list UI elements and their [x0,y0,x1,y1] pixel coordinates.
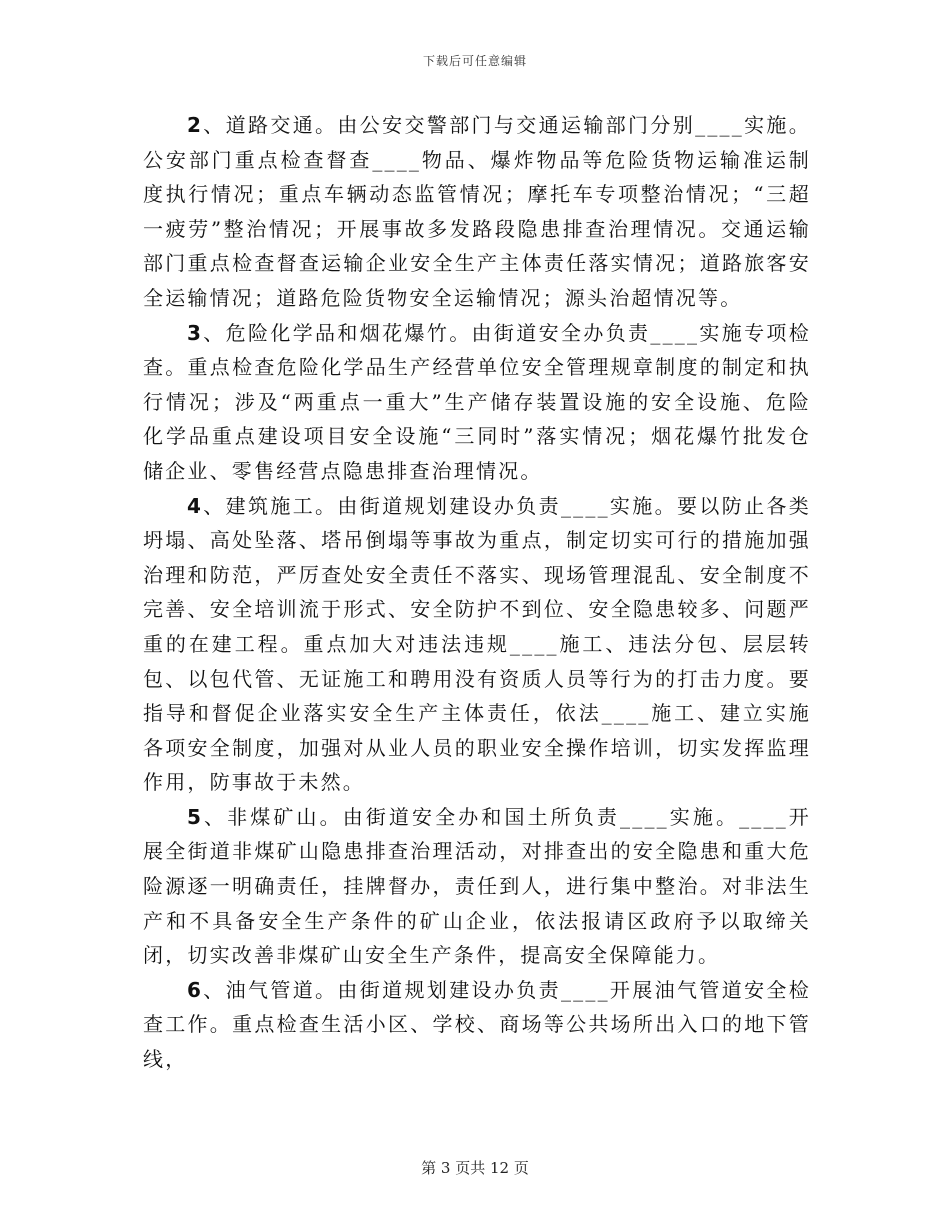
paragraph-number: 3 [187,320,204,345]
page-header: 下载后可任意编辑 [422,54,527,68]
paragraph-number: 4 [187,493,204,518]
paragraph-number: 2 [187,113,204,137]
paragraph-non-coal-mines [143,800,811,973]
paragraph-oil-gas-pipelines [143,973,811,1077]
paragraph-text: 、建筑施工。由街道规划建设办负责____实施。要以防止各类坍塌、高处坠落、塔吊倒塌等事故为重点，制定切实可行的措施加强治理和防范，严厉查处安全责任不落实、现场管理混乱、安全制度不完善、安全培训流于形式、安全防护不到位、安全隐患较多、问题严重的在建工程。重点加大对违法违规____施工、违法分包、层层转包、以包代管、无证施工和聘用没有资质人员等行为的打击力度。要指导和督促企业落实安全生产主体责任，依法____施工、建立实施各项安全制度，加强对从业人员的职业安全操作培训，切实发挥监理作用，防事故于未然。 [143,493,811,795]
paragraph-road-traffic [143,108,811,316]
paragraph-number: 5 [187,804,204,829]
paragraph-construction [143,489,811,800]
document-body [143,108,811,1077]
paragraph-text: 、道路交通。由公安交警部门与交通运输部门分别____实施。公安部门重点检查督查____物品、爆炸物品等危险货物运输准运制度执行情况；重点车辆动态监管情况；摩托车专项整治情况；“三超一疲劳”整治情况；开展事故多发路段隐患排查治理情况。交通运输部门重点检查督查运输企业安全生产主体责任落实情况；道路旅客安全运输情况；道路危险货物安全运输情况；源头治超情况等。 [143,113,811,310]
paragraph-text: 、非煤矿山。由街道安全办和国土所负责____实施。____开展全街道非煤矿山隐患排查治理活动，对排查出的安全隐患和重大危险源逐一明确责任，挂牌督办，责任到人，进行集中整治。对非法生产和不具备安全生产条件的矿山企业，依法报请区政府予以取缔关闭，切实改善非煤矿山安全生产条件，提高安全保障能力。 [143,804,811,968]
paragraph-number: 6 [187,977,204,1002]
paragraph-hazardous-chemicals [143,316,811,489]
page-footer: 第 3 页共 12 页 [421,1159,529,1177]
paragraph-text: 、危险化学品和烟花爆竹。由街道安全办负责____实施专项检查。重点检查危险化学品生产经营单位安全管理规章制度的制定和执行情况；涉及“两重点一重大”生产储存装置设施的安全设施、危险化学品重点建设项目安全设施“三同时”落实情况；烟花爆竹批发仓储企业、零售经营点隐患排查治理情况。 [143,320,811,483]
paragraph-text: 、油气管道。由街道规划建设办负责____开展油气管道安全检查工作。重点检查生活小区、学校、商场等公共场所出入口的地下管线， [143,977,811,1072]
